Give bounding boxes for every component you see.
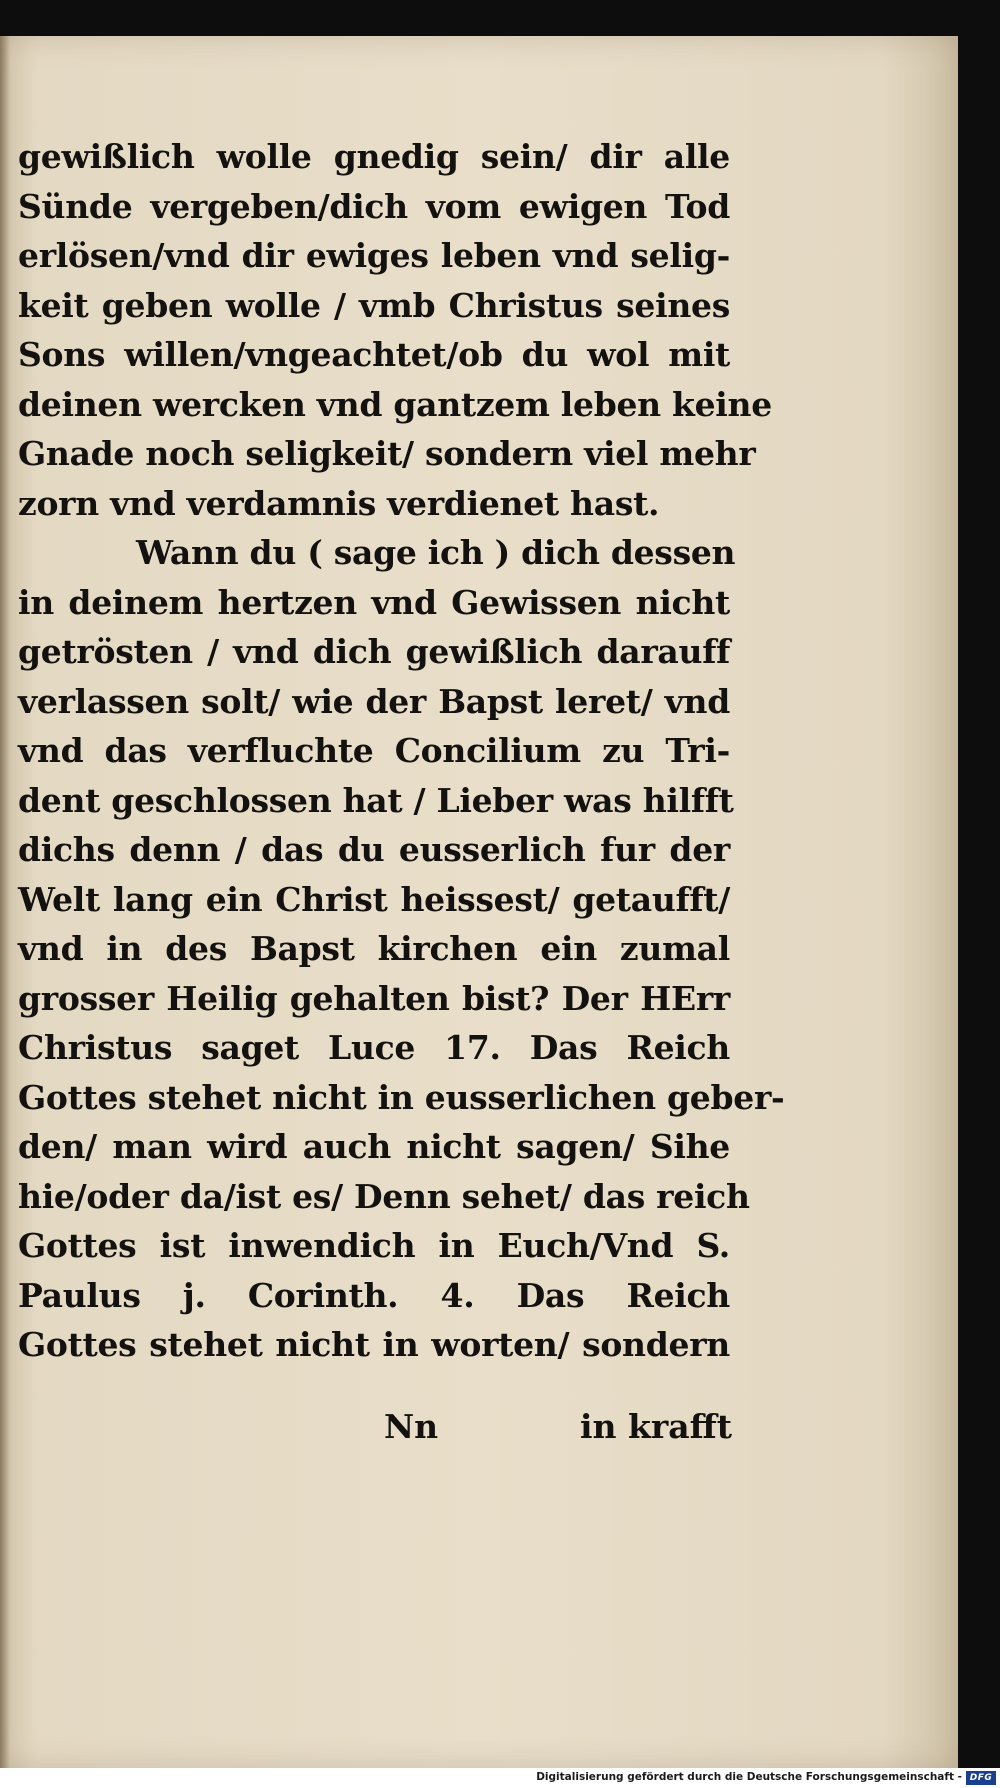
signature-mark: Nn [384, 1407, 439, 1446]
text-line: verlassen solt/ wie der Bapst leret/ vnd [18, 681, 730, 721]
text-line: vnd in des Bapst kirchen ein zumal [18, 929, 730, 968]
book-page [0, 36, 958, 1768]
text-line: dichs denn / das du eusserlich fur der [18, 830, 730, 869]
text-line: den/ man wird auch nicht sagen/ Sihe [18, 1127, 730, 1166]
text-line: dent geschlossen hat / Lieber was hilfft [18, 780, 734, 820]
footer-bar [0, 1768, 1000, 1788]
text-line: grosser Heilig gehalten bist? Der HErr [18, 978, 730, 1018]
text-line: erlösen/vnd dir ewiges leben vnd selig- [18, 236, 730, 275]
text-line: Gottes ist inwendich in Euch/Vnd S. [18, 1226, 730, 1265]
funding-notice: Digitalisierung gefördert durch die Deutsche Forschungsgemeinschaft - [536, 1771, 962, 1783]
text-line: getrösten / vnd dich gewißlich darauff [18, 632, 730, 671]
text-line: Welt lang ein Christ heissest/ getaufft/ [18, 879, 730, 919]
text-line: keit geben wolle / vmb Christus seines [18, 285, 730, 325]
text-line: Gnade noch seligkeit/ sondern viel mehr [18, 434, 756, 473]
text-line: in deinem hertzen vnd Gewissen nicht [18, 582, 730, 622]
text-line: Gottes stehet nicht in eusserlichen geber- [18, 1077, 785, 1117]
text-line: Sons willen/vngeachtet/ob du wol mit [18, 335, 730, 374]
text-line: zorn vnd verdamnis verdienet hast. [18, 483, 660, 523]
text-line: Wann du ( sage ich ) dich dessen [136, 533, 736, 572]
text-line: deinen wercken vnd gantzem leben keine [18, 384, 772, 424]
text-line: Gottes stehet nicht in worten/ sondern [18, 1325, 730, 1364]
text-line: Paulus j. Corinth. 4. Das Reich [18, 1275, 730, 1315]
catch-line [0, 1402, 1000, 1452]
text-line: hie/oder da/ist es/ Denn sehet/ das reich [18, 1176, 750, 1216]
catchword: in krafft [580, 1407, 732, 1446]
text-line: vnd das verfluchte Concilium zu Tri- [18, 731, 730, 770]
text-line: Sünde vergeben/dich vom ewigen Tod [18, 186, 730, 226]
text-line: Christus saget Luce 17. Das Reich [18, 1028, 730, 1067]
body-text [18, 132, 785, 1370]
text-line: gewißlich wolle gnedig sein/ dir alle [18, 137, 730, 176]
dfg-logo-icon: DFG [966, 1771, 996, 1785]
